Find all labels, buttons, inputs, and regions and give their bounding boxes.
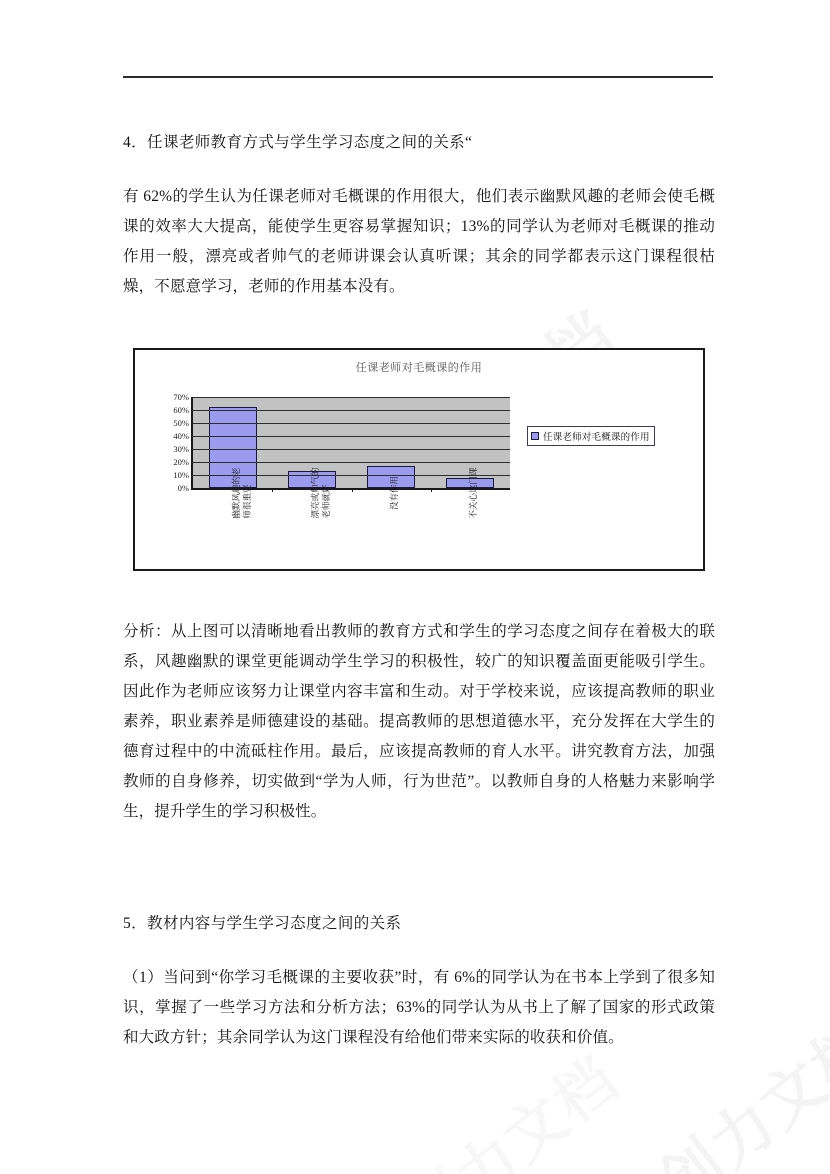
y-axis-tick-label: 40% [173, 430, 189, 441]
x-axis-category-labels [191, 467, 508, 569]
y-axis-tick-label: 30% [173, 443, 189, 454]
x-axis-category-label [389, 476, 400, 510]
legend-swatch-icon [531, 432, 539, 440]
header-divider [123, 76, 713, 78]
spacer [123, 937, 715, 963]
y-axis-tick-label: 0% [177, 482, 189, 493]
spacer [123, 156, 715, 182]
section-4-analysis: 分析：从上图可以清晰地看出教师的教育方式和学生的学习态度之间存在着极大的联系，风趣幽默的课堂更能调动学生学习的积极性，较广的知识覆盖面更能吸引学生。因此作为老师应该努力让课堂内容丰富和生动。对于学校来说，应该提高教师的职业素养，职业素养是师德建设的基础。提高教师的思想道德水平，充分发挥在大学生的德育过程中的中流砥柱作用。最后，应该提高教师的育人水平。讲究教育方法，加强教师的自身修养，切实做到“学为人师，行为世范”。以教师自身的人格魅力来影响学生，提升学生的学习积极性。 [123, 623, 715, 820]
x-axis-category-label [231, 467, 253, 518]
y-axis [163, 392, 189, 493]
category-label-line: 老师就好 [320, 484, 331, 519]
category-label-line: 幽默风趣的老 [230, 467, 241, 519]
y-axis-tick-label: 70% [173, 391, 189, 402]
y-axis-tick-label: 60% [173, 404, 189, 415]
spacer [123, 571, 715, 617]
y-axis-tick-label: 10% [173, 469, 189, 480]
x-axis-category-label [468, 467, 479, 518]
gridline [193, 410, 510, 411]
x-axis-category-label [310, 467, 332, 518]
category-label-line: 不关心这门课 [468, 467, 479, 519]
category-label-slot [270, 467, 349, 569]
gridline [193, 462, 510, 463]
spacer [123, 827, 715, 911]
section-5-paragraph: （1）当问到“你学习毛概课的主要收获”时，有 6%的同学认为在书本上学到了很多知识，掌握了一些学习方法和分析方法；63%的同学认为从书上了解了国家的形式政策和大政方针；其余同学认为这门课程没有给他们带来实际的收获和价值。 [123, 969, 715, 1046]
section-4-heading: 4．任课老师教育方式与学生学习态度之间的关系“ [123, 134, 473, 151]
document-content [123, 130, 715, 1053]
category-label-slot [350, 475, 429, 569]
chart-legend [527, 426, 655, 446]
y-axis-tick-label: 50% [173, 417, 189, 428]
category-label-line: 师很重要 [241, 484, 252, 519]
gridline [193, 436, 510, 437]
spacer [123, 302, 715, 348]
gridline [193, 397, 510, 398]
legend-entry-label: 任课老师对毛概课的作用 [543, 433, 650, 443]
gridline [193, 423, 510, 424]
gridline [193, 449, 510, 450]
section-4-paragraph: 有 62%的学生认为任课老师对毛概课的作用很大，他们表示幽默风趣的老师会使毛概课的效率大大提高，能使学生更容易掌握知识；13%的同学认为老师对毛概课的推动作用一般，漂亮或者帅气的老师讲课会认真听课；其余的同学都表示这门课程很枯燥，不愿意学习，老师的作用基本没有。 [123, 188, 715, 295]
y-axis-tick-label: 20% [173, 456, 189, 467]
section-5-heading: 5．教材内容与学生学习态度之间的关系 [123, 915, 402, 932]
chart-title: 任课老师对毛概课的作用 [355, 362, 483, 374]
chart-container [133, 348, 705, 571]
watermark-text [336, 1034, 633, 1174]
category-label-line: 漂亮或帅气的 [309, 467, 320, 519]
category-label-slot [191, 467, 270, 569]
category-label-slot [429, 467, 508, 569]
category-label-line: 没有作用 [389, 475, 400, 511]
